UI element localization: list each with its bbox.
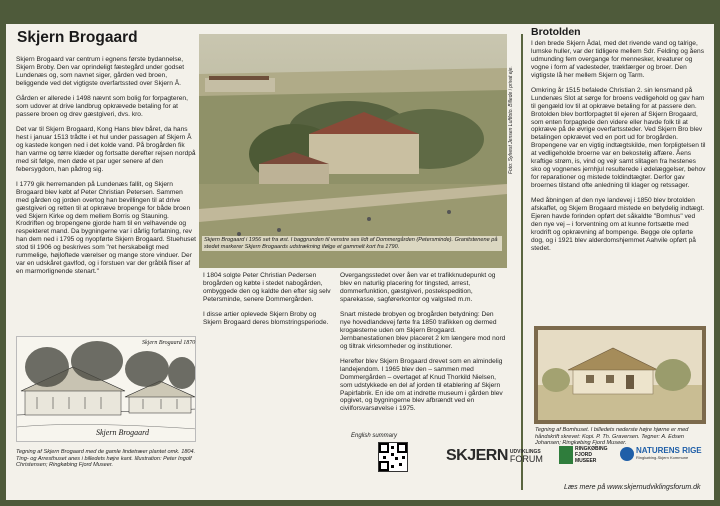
ringkobing-fjord-museer-logo	[559, 446, 608, 464]
bomhuset-drawing-image	[538, 330, 702, 420]
english-summary-label: English summary	[351, 433, 398, 439]
museum-icon	[559, 446, 573, 464]
column-divider	[521, 34, 523, 490]
brogaard-drawing	[16, 336, 196, 442]
paragraph: I den brede Skjern Ådal, med det rivende vand og talrige, lumske huller, var der tidligere mellem Sdr. Felding og åens udmunding fem overgange for mennesker, kreaturer og vogne i form af vadesteder, trækfærger og broer. Den vigtigste lå her mellem Skjern og Tarm.	[531, 40, 704, 79]
leaf-icon	[620, 447, 634, 461]
ringkobing-logo-line2: FJORD	[575, 452, 592, 458]
ringkobing-logo-line1: RINGKØBING	[575, 446, 608, 452]
qr-code-icon	[379, 443, 407, 471]
paragraph: Gården er allerede i 1498 nævnt som bolig for forpagteren, som udover at drive landbrug opkrævede betaling for at passere broen og drev gæstgiveri, dvs. kro.	[16, 95, 188, 118]
paragraph: Omkring år 1515 befalede Christian 2. sin lensmand på Lundenæs Slot at sørge for broens vedligehold og gav ham til gengæld lov til at opkræve betaling for at passere den. Brotolden blev bortforpagtet til ejeren af Skjern Brogaard, som enten forpagtede den videre eller havde folk til at opkræve på de øvrige overfartssteder. Ved Skjern Bro blev betalingen opkrævet ved en port ud for brogården. Bropengene var en vigtig indtægtskilde, men forpligtelsen til at vedligeholde broerne var en bekostelig affære. Åens kraftige strøm, is, vind og vejr samt slitagen fra hestenes sko og vognenes jernhjul resulterede i ødelæggelser, behov for reparationer og mistede toldindtægter. Derfor gav broernes tilstand ofte anledning til klager og retssager.	[531, 86, 706, 189]
drawing-label: Skjern Brogaard 1870	[142, 340, 196, 346]
paragraph: Skjern Brogaard var centrum i egnens første bydannelse, Skjern Broby. Den var oprindeligt fæstegård under godset Lundenæs og, som navnet siger, gården ved broen, beliggende ved det vigtigste overfartssted over Skjern Å.	[16, 56, 185, 87]
aerial-photo-caption: Skjern Brogaard i 1956 set fra øst. I baggrunden til venstre ses lidt af Dommergården (Petersminde). Granitstenene på stedet markerer Skjern Brogaards udstrækning ifølge et gammelt kort fra 1790.	[202, 236, 502, 251]
paragraph: Det var til Skjern Brogaard, Kong Hans blev båret, da hans hest i januar 1513 trådte i et hul under passagen af Skjern Å og kastede kongen ned i det kolde vand. På brogården fik han varme og tørre klæder og fortsatte derefter rejsen nordpå med sit følge, men døde et par uger senere af den febersygdom, han pådrog sig.	[16, 126, 196, 173]
bomhuset-caption: Tegning af Bomhuset. I billedets nederste højre hjørne er med håndskrift skrevet: Kopi. P. Th. Graversen. Tegner: A. Edsen Johansen; Ringkøbing Fjord Museer.	[535, 427, 689, 447]
column-1-text	[16, 56, 196, 283]
content-panel	[6, 24, 714, 500]
naturens-rige-logo	[620, 447, 702, 461]
bomhuset-drawing	[534, 326, 706, 424]
skjern-logo-sub-bottom: FORUM	[509, 454, 543, 464]
skjern-logo-text: SKJERN	[446, 447, 508, 464]
section-title-brotolden: Brotolden	[531, 26, 581, 38]
ringkobing-logo-line3: MUSEER	[575, 458, 597, 464]
paragraph: Snart mistede brobyen og brogården betydning: Den nye hovedlandevej førte fra 1850 trafikken og dermed krogæsterne uden om Skjern Brogaard. Jernbanestationen blev placeret 2 km længere mod nord og tiltrak virksomheder og institutioner.	[340, 311, 506, 350]
paragraph: I 1779 gik herremanden på Lundenæs fallit, og Skjern Brogaard blev købt af Peter Christian Petersen. Sammen med gården og jorden overtog han bevillingen til at drive gæstgiveri og retten til at opkræve bropenge for både broen ved Skjern Kirke og dem mellem Borris og Stauning. Krodriften og bropengene gjorde ham til en velhavende og respekteret mand. Da bygningerne var i dårlig forfatning, rev han dem ned i 1795 og nyopførte Skjern Brogaard. Stuehuset stod til 1906 og beskrives som "ret herskabeligt med rummelige, højloftede værelser og mange store vinduer. Der var en udskåret gavlfod, og i forstuen var der gråblå fliser af en marmorlignende stenart."	[16, 180, 196, 275]
skjern-udviklingsforum-logo	[446, 447, 543, 465]
column-3-text	[340, 272, 506, 421]
column-2-text	[203, 272, 335, 334]
paragraph: Herefter blev Skjern Brogaard drevet som en almindelig landejendom. I 1965 blev den – sammen med Dommergården – overtaget af Knud Thorkild Nielsen, som udstykkede en del af jorden til etablering af Skjern Papirfabrik. En ide om at indrette museum i gården blev opgivet, og bygningerne blev afbrændt ved en civilforsvarsøvelse i 1975.	[340, 357, 503, 413]
qr-code[interactable]	[378, 442, 408, 472]
aerial-photo-image	[199, 34, 507, 268]
brogaard-drawing-image	[17, 337, 196, 442]
more-info-link[interactable]: Læs mere på www.skjernudviklingsforum.dk	[564, 484, 701, 491]
naturens-logo-text: NATURENS RIGE	[636, 446, 702, 455]
column-4-text	[531, 40, 707, 260]
skjern-logo-sub-top: UDVIKLINGS	[509, 449, 541, 455]
paragraph: I 1804 solgte Peter Christian Pedersen brogården og købte i stedet nabogården, ombyggede den og kaldte den efter sig selv Petersminde, senere Dommergården.	[203, 272, 331, 303]
page-title: Skjern Brogaard	[17, 29, 138, 46]
paragraph: I disse artier oplevede Skjern Broby og Skjern Brogaard deres blomstringsperiode.	[203, 311, 329, 326]
aerial-photo	[199, 34, 507, 268]
paragraph: Overgangsstedet over åen var et trafikknudepunkt og blev en naturlig placering for tingsted, arrest, dommerfunktion, gæstgiveri, postekspedition, sparekasse, sagførerkontor og valgsted m.m.	[340, 272, 496, 303]
brogaard-drawing-caption: Tegning af Skjern Brogaard med de gamle lindetræer plantet omk. 1804. Ting- og Arresthuset anes i billedets højre kant. Illustration: Peter Ingolf Christensen; Ringkøbing Fjord Museer.	[16, 449, 196, 469]
paragraph: Med åbningen af den nye landevej i 1850 blev brotolden afskaffet, og Skjern Brogaard mistede en betydelig indtægt. Ejeren havde forinden opført det såkaldte "Bomhus" ved den nye vej – i forventning om at kunne fortsætte med krodrift og opkrævning af bompenge. Begge ole opførte dog, og i 1921 blev alderdomshjemmet Aahvile opført på stedet.	[531, 197, 705, 252]
photo-credit: Foto: Sylvest Jensen Luftfoto. Billede i privat eje.	[508, 66, 514, 174]
drawing-signature: Skjern Brogaard	[96, 428, 149, 437]
naturens-logo-sub: Ringkøbing-Skjern Kommune	[636, 455, 689, 460]
